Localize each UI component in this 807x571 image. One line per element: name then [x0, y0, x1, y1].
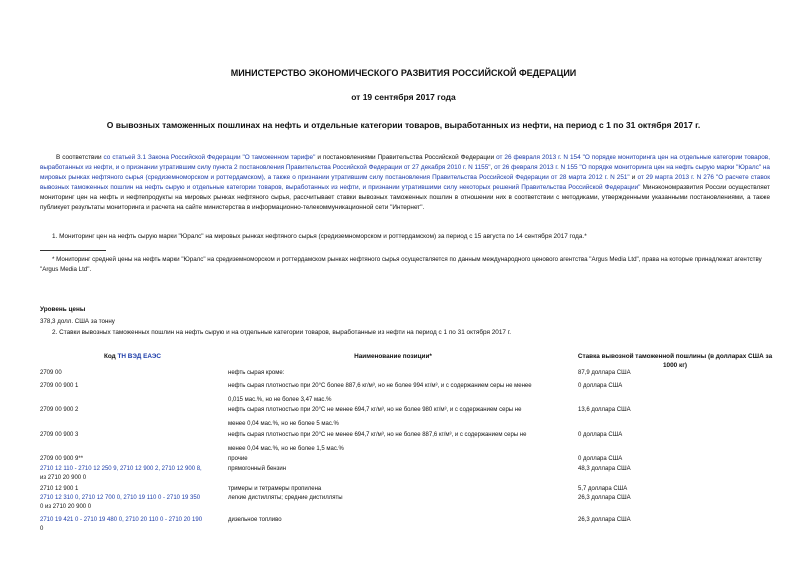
- row-rate: 26,3 доллара США: [578, 517, 631, 523]
- row-name: нефть сырая кроме:: [228, 370, 285, 376]
- row-name: нефть сырая плотностью при 20°С более 887,6 кг/м³, но не более 994 кг/м³, и с содержанием серы не менее: [228, 383, 532, 389]
- column-header-code-prefix: Код: [103, 353, 118, 360]
- monitoring-item: 1. Мониторинг цен на нефть сырую марки "Юралс" на мировых рынках нефтяного сырья (средиземноморском и роттердамском) за период с 15 августа по 14 сентября 2017 года.*: [52, 233, 587, 240]
- decree-155-link[interactable]: от 26 февраля 2013 г. N 155 "О порядке мониторинга цен на нефть сырую марки "Юралс" на мировых рынках нефтяного сырья (средиземноморском и роттердамском), а также о признании утратившим силу постановления Правительства Российской Федерации от 28 марта 2012 г. N 251": [40, 164, 770, 181]
- row-code: 2709 00 900 2: [40, 407, 79, 413]
- column-header-code: [40, 352, 225, 361]
- row-name: нефть сырая плотностью при 20°С не менее 694,7 кг/м³, но не более 980 кг/м³, и с содержанием серы не: [228, 407, 522, 413]
- row-code: 2710 12 900 1: [40, 486, 79, 492]
- footnote-divider: [40, 250, 106, 251]
- row-code-link[interactable]: 2710 19 421 0 - 2710 19 480 0, 2710 20 110 0 - 2710 20 190: [40, 517, 203, 523]
- row-code-link[interactable]: 2710 12 110 - 2710 12 250 9, 2710 12 900 2, 2710 12 900 8,: [40, 466, 202, 472]
- row-code-continued: из 2710 20 900 0: [40, 475, 87, 481]
- document-title: О вывозных таможенных пошлинах на нефть и отдельные категории товаров, выработанных из нефти, на период с 1 по 31 октября 2017 г.: [106, 120, 701, 130]
- row-name-continued: менее 0,04 мас.%, но не более 1,5 мас.%: [228, 446, 344, 452]
- row-rate: 0 доллара США: [578, 383, 623, 389]
- intro-paragraph: [40, 153, 770, 213]
- row-code: 2709 00 900 1: [40, 383, 79, 389]
- row-rate: 48,3 доллара США: [578, 466, 631, 472]
- row-name: тримеры и тетрамеры пропилена: [228, 486, 322, 492]
- ministry-heading: МИНИСТЕРСТВО ЭКОНОМИЧЕСКОГО РАЗВИТИЯ РОССИЙСКОЙ ФЕДЕРАЦИИ: [230, 68, 577, 78]
- tn-ved-link[interactable]: ТН ВЭД ЕАЭС: [117, 353, 162, 360]
- row-rate: 13,6 доллара США: [578, 407, 631, 413]
- row-code: 2709 00 900 3: [40, 432, 79, 438]
- law-link[interactable]: со статьей 3.1 Закона Российской Федерации "О таможенном тарифе": [103, 154, 316, 161]
- row-name: дизельное топливо: [228, 517, 282, 523]
- row-name-continued: 0,015 мас.%, но не более 3,47 мас.%: [228, 397, 332, 403]
- intro-text-2: и постановлениями Правительства Российской Федерации: [315, 154, 497, 161]
- row-code-continued: 0 из 2710 20 900 0: [40, 504, 92, 510]
- row-rate: 87,9 доллара США: [578, 370, 631, 376]
- row-name: прямогонный бензин: [228, 466, 287, 472]
- row-code: 2709 00 900 9**: [40, 456, 84, 462]
- row-code: 2709 00: [40, 370, 62, 376]
- row-name: прочие: [228, 456, 248, 462]
- column-header-name: Наименование позиции*: [354, 353, 432, 360]
- decree-154-link[interactable]: от 26 февраля 2013 г. N 154 "О порядке мониторинга цен на отдельные категории товаров, выработанных из нефти, и о признании утратившим силу пункта 2 постановления Правительства Российской Федерации от 27 декабря 2010 г. N 1155": [40, 154, 770, 171]
- document-date: от 19 сентября 2017 года: [351, 92, 456, 102]
- intro-text-1: В соответствии: [56, 154, 104, 161]
- price-level-value: 378,3 долл. США за тонну: [40, 318, 115, 325]
- row-code-link[interactable]: 2710 12 310 0, 2710 12 700 0, 2710 19 110 0 - 2710 19 350: [40, 495, 201, 501]
- row-rate: 26,3 доллара США: [578, 495, 631, 501]
- row-rate: 5,7 доллара США: [578, 486, 628, 492]
- footnote: * Мониторинг средней цены на нефть марки "Юралс" на средиземноморском и роттердамском рынках нефтяного сырья осуществляется по данным международного ценового агентства "Argus Media Ltd", права на которые принадлежат агентству "Argus Media Ltd".: [40, 256, 762, 273]
- rates-item: 2. Ставки вывозных таможенных пошлин на нефть сырую и на отдельные категории товаров, выработанные из нефти на период с 1 по 31 октября 2017 г.: [52, 329, 512, 336]
- intro-text-5: Минэкономразвития России осуществляет мониторинг цен на нефть и нефтепродукты на мировых рынках нефтяного сырья, рассчитывает ставки вывозных таможенных пошлин в отношении них в соответствии с методиками, утвержденными указанными постановлениями, а также публикует результаты мониторинга и расчета на сайте министерства в информационно-телекоммуникационной сети "Интернет".: [40, 184, 770, 211]
- row-name: легкие дистилляты; средние дистилляты: [228, 495, 343, 501]
- row-name: нефть сырая плотностью при 20°С не менее 694,7 кг/м³, но не более 887,6 кг/м³, и с содержанием серы не: [228, 432, 527, 438]
- row-rate: 0 доллара США: [578, 432, 623, 438]
- row-name-continued: менее 0,04 мас.%, но не более 5 мас.%: [228, 421, 339, 427]
- row-rate: 0 доллара США: [578, 456, 623, 462]
- row-code-continued: 0: [40, 526, 44, 532]
- intro-text-4: и: [629, 174, 638, 181]
- decree-276-link[interactable]: от 29 марта 2013 г. N 276 "О расчете ставок вывозных таможенных пошлин на нефть сырую и отдельные категории товаров, выработанных из нефти, и признании утратившими силу некоторых решений Правительства Российской Федерации": [40, 174, 770, 191]
- price-level-label: Уровень цены: [40, 306, 86, 313]
- intro-text-3: ,: [490, 164, 495, 171]
- column-header-rate: Ставка вывозной таможенной пошлины (в долларах США за 1000 кг): [577, 353, 773, 369]
